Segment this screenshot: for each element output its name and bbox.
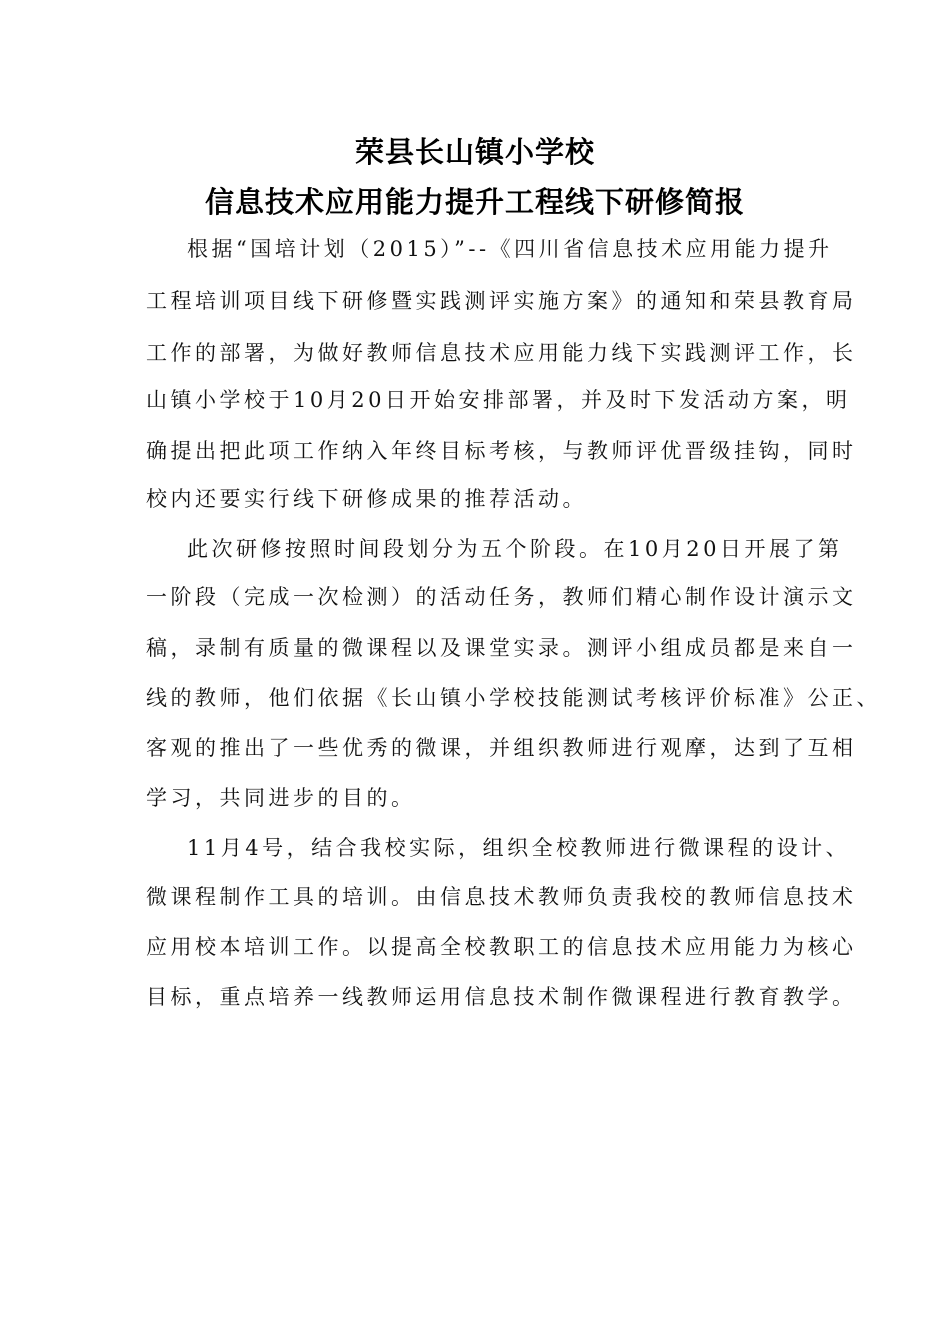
paragraph-line: 学习，共同进步的目的。 xyxy=(146,786,416,810)
paragraph-line: 此次研修按照时间段划分为五个阶段。在10月20日开展了第 xyxy=(187,537,843,561)
document-title-school: 荣县长山镇小学校 xyxy=(354,135,595,169)
paragraph-line: 11月4号，结合我校实际，组织全校教师进行微课程的设计、 xyxy=(187,836,851,860)
paragraph-line: 目标，重点培养一线教师运用信息技术制作微课程进行教育教学。 xyxy=(146,985,857,1009)
paragraph-line: 工程培训项目线下研修暨实践测评实施方案》的通知和荣县教育局 xyxy=(146,289,857,313)
paragraph-line: 一阶段（完成一次检测）的活动任务，教师们精心制作设计演示文 xyxy=(146,585,857,609)
paragraph-line: 客观的推出了一些优秀的微课，并组织教师进行观摩，达到了互相 xyxy=(146,736,857,760)
paragraph-line: 山镇小学校于10月20日开始安排部署，并及时下发活动方案，明 xyxy=(146,388,851,412)
paragraph-line: 微课程制作工具的培训。由信息技术教师负责我校的教师信息技术 xyxy=(146,885,857,909)
paragraph-line: 确提出把此项工作纳入年终目标考核，与教师评优晋级挂钩，同时 xyxy=(146,439,857,463)
paragraph-line: 根据“国培计划（2015）”--《四川省信息技术应用能力提升 xyxy=(187,237,833,261)
paragraph-line: 工作的部署，为做好教师信息技术应用能力线下实践测评工作，长 xyxy=(146,341,857,365)
document-title-report: 信息技术应用能力提升工程线下研修简报 xyxy=(204,185,745,219)
paragraph-line: 稿，录制有质量的微课程以及课堂实录。测评小组成员都是来自一 xyxy=(146,636,857,660)
paragraph-line: 校内还要实行线下研修成果的推荐活动。 xyxy=(146,487,587,511)
paragraph-line: 线的教师，他们依据《长山镇小学校技能测试考核评价标准》公正、 xyxy=(146,686,881,710)
paragraph-line: 应用校本培训工作。以提高全校教职工的信息技术应用能力为核心 xyxy=(146,935,857,959)
